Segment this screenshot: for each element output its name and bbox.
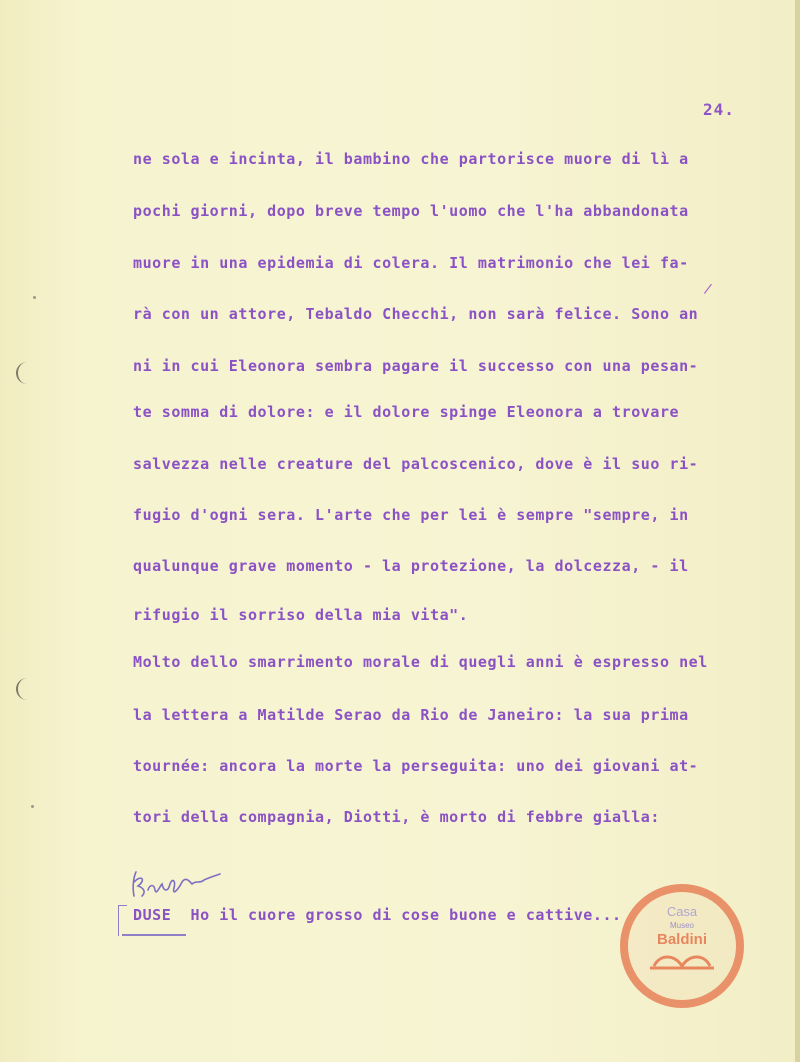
stamp-text-line1: Casa [666, 904, 698, 919]
text-line: qualunque grave momento - la protezione, la dolcezza, - il [133, 557, 689, 575]
dialogue-text: Ho il cuore grosso di cose buone e cattive... [190, 906, 622, 924]
punch-hole-mark [16, 678, 32, 700]
text-line: fugio d'ogni sera. L'arte che per lei è sempre "sempre, in [133, 506, 689, 524]
speaker-name: DUSE [133, 906, 172, 924]
text-line: la lettera a Matilde Serao da Rio de Janeiro: la sua prima [133, 706, 689, 724]
page-edge [795, 0, 800, 1062]
text-line: tournée: ancora la morte la perseguita: uno dei giovani at- [133, 757, 699, 775]
text-line: pochi giorni, dopo breve tempo l'uomo che l'ha abbandonata [133, 202, 689, 220]
text-line: salvezza nelle creature del palcoscenico, dove è il suo ri- [133, 455, 699, 473]
text-line: ne sola e incinta, il bambino che partorisce muore di lì a [133, 150, 689, 168]
dialogue-line [133, 906, 622, 924]
bracket-mark [118, 905, 127, 936]
stamp-text-line2: Museo [669, 921, 695, 930]
text-line: muore in una epidemia di colera. Il matrimonio che lei fa- [133, 254, 689, 272]
text-line: rifugio il sorriso della mia vita". [133, 606, 469, 624]
stamp-text-line3: Baldini [656, 931, 708, 948]
handwritten-tick: / [702, 281, 714, 298]
text-line: te somma di dolore: e il dolore spinge Eleonora a trovare [133, 403, 680, 421]
text-line: tori della compagnia, Diotti, è morto di febbre gialla: [133, 808, 660, 826]
paper-speck [33, 296, 36, 299]
paper-speck [31, 805, 34, 808]
text-line: Molto dello smarrimento morale di quegli anni è espresso nel [133, 653, 708, 671]
underline-mark [122, 934, 186, 936]
text-line: rà con un attore, Tebaldo Checchi, non sarà felice. Sono an [133, 305, 699, 323]
library-stamp [616, 880, 748, 1012]
punch-hole-mark [16, 362, 32, 384]
text-line: ni in cui Eleonora sembra pagare il successo con una pesan- [133, 357, 699, 375]
handwritten-annotation [128, 862, 224, 906]
page-number: 24. [703, 100, 735, 119]
